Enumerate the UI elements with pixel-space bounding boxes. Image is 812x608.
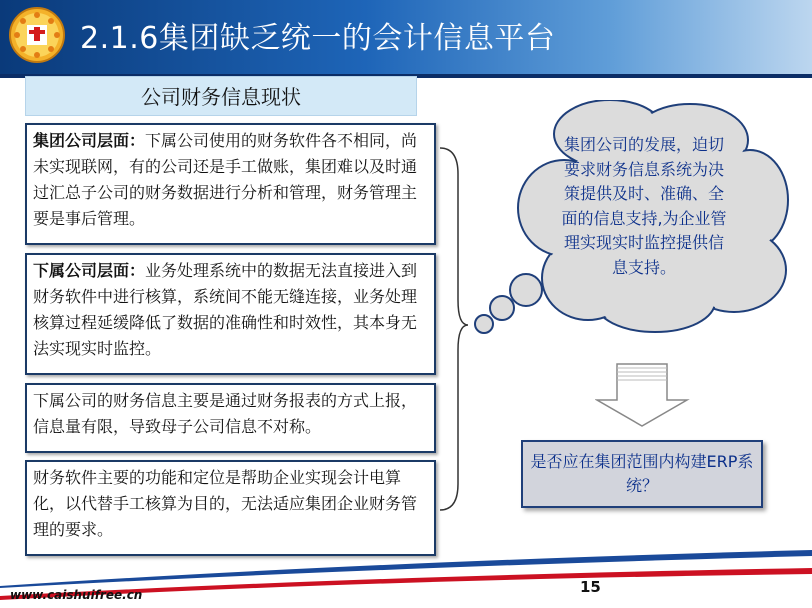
info-box-group-level: [25, 123, 436, 245]
logo-icon: [8, 6, 66, 64]
right-brace-icon: [436, 144, 470, 514]
info-box-bold-label: 集团公司层面：: [33, 131, 146, 150]
page-title: 2.1.6集团缺乏统一的会计信息平台: [80, 21, 556, 56]
question-box: [521, 440, 763, 508]
page-number: 15: [580, 578, 601, 596]
down-arrow-icon: [595, 360, 691, 430]
info-box-reporting: [25, 383, 436, 453]
info-box-text: 财务软件主要的功能和定位是帮助企业实现会计电算化，以代替手工核算为目的，无法适应集团企业财务管理的要求。: [33, 468, 418, 539]
status-section-header: [25, 76, 417, 116]
cloud-text: 集团公司的发展，迫切要求财务信息系统为决策提供及时、准确、全面的信息支持,为企业管理实现实时监控提供信息支持。: [561, 135, 727, 277]
website-url: www.caishuifree.cn: [10, 588, 143, 602]
info-box-text: 下属公司使用的财务软件各不相同，尚未实现联网，有的公司还是手工做账，集团难以及时通过汇总子公司的财务数据进行分析和管理，财务管理主要是事后管理。: [33, 131, 418, 228]
info-box-subsidiary-level: [25, 253, 436, 375]
info-box-text: 下属公司的财务信息主要是通过财务报表的方式上报，信息量有限，导致母子公司信息不对称。: [33, 391, 418, 436]
title-bar: [0, 0, 812, 78]
info-box-bold-label: 下属公司层面：: [33, 261, 146, 280]
status-section-title: 公司财务信息现状: [141, 85, 301, 109]
info-box-software: [25, 460, 436, 556]
info-box-text: 业务处理系统中的数据无法直接进入到财务软件中进行核算，系统间不能无缝连接，业务处理核算过程延缓降低了数据的准确性和时效性，其本身无法实现实时监控。: [33, 261, 418, 358]
question-text: 是否应在集团范围内构建ERP系统？: [530, 452, 754, 495]
